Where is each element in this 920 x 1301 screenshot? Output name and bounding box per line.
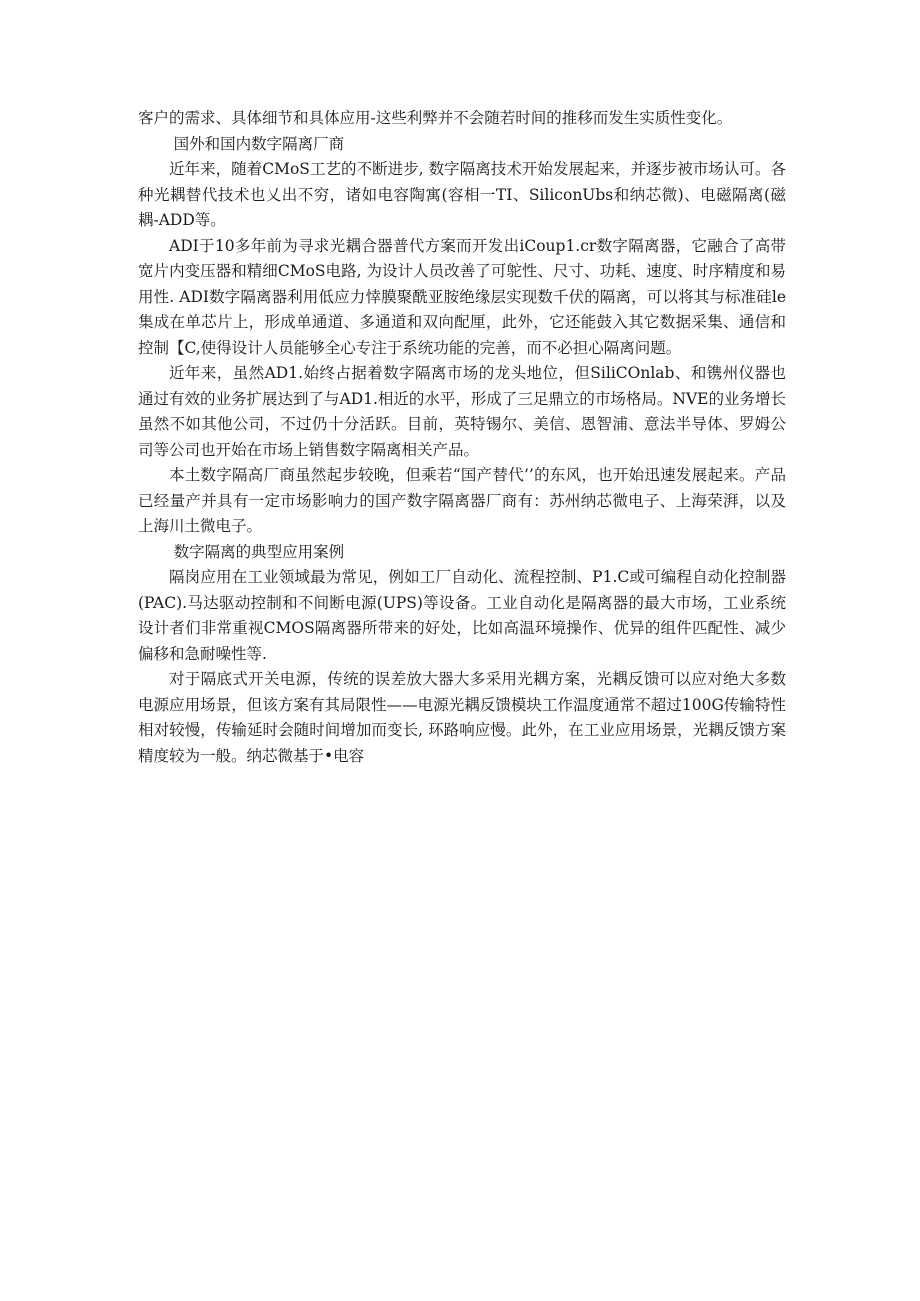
paragraph: 隔岗应用在工业领域最为常见，例如工厂自动化、流程控制、P1.C或可编程自动化控制器(PAC).马达驱动控制和不间断电源(UPS)等设备。工业自动化是隔离器的最大市场，工业系统设计者们非常重视CMOS隔离器所带来的好处，比如高温环境操作、优异的组件匹配性、减少偏移和急耐噪性等. xyxy=(138,568,786,663)
paragraph: ADI于10多年前为寻求光耦合器普代方案而开发出iCoup1.cr数字隔离器，它融合了高带宽片内变压器和精细CMoS电路, 为设计人员改善了可鸵性、尺寸、功耗、速度、时序精度和易用性. ADI数字隔离器利用低应力悻膜聚酰亚胺绝缘层实现数千伏的隔离，可以将其与标准硅le集成在单芯片上，形成单通道、多通道和双向配厘，此外，它还能鼓入其它数据采集、通信和控制【C,使得设计人员能够全心专注于系统功能的完善，而不必担心隔离问题。 xyxy=(138,236,786,357)
document-body xyxy=(138,106,786,769)
paragraph: 对于隔底式开关电源，传统的误差放大器大多采用光耦方案，光耦反馈可以应对绝大多数电源应用场景，但该方案有其局限性——电源光耦反馈模块工作温度通常不超过100G传输特性相对较慢，传输延时会随时间增加而变长, 环路响应慢。此外，在工业应用场景，光耦反馈方案精度较为一般。纳芯微基于•电容 xyxy=(138,670,786,765)
paragraph: 近年来，虽然AD1.始终占据着数字隔离市场的龙头地位，但SiliCOnlab、和镌州仪器也通过有效的业务扩展达到了与AD1.相近的水平，形成了三足鼎立的市场格局。NVE的业务增长虽然不如其他公司，不过仍十分活跃。目前，英特锡尔、美信、恩智浦、意法半导体、罗姆公司等公司也开始在市场上销售数字隔离相关产品。 xyxy=(138,364,786,459)
paragraph-continued: 客户的需求、具体细节和具体应用-这些利弊并不会随若时间的推移而发生实质性变化。 xyxy=(138,109,733,127)
section-heading-applications: 数字隔离的典型应用案例 xyxy=(173,542,345,561)
section-heading-vendors: 国外和国内数字隔离厂商 xyxy=(173,134,345,153)
paragraph: 本土数字隔高厂商虽然起步较晚，但乘若“国产替代’’的东风，也开始迅速发展起来。产品已经量产并具有一定市场影响力的国产数字隔离器厂商有：苏州纳芯微电子、上海荣湃，以及上海川土微电子。 xyxy=(138,466,786,535)
paragraph: 近年来，随着CMoS工艺的不断进步, 数字隔离技术开始发展起来，并逐步被市场认可。各种光耦替代技术也乂出不穷，诸如电容陶寓(容相一TI、SiliconUbs和纳芯微)、电磁隔离(磁耦-ADD等。 xyxy=(138,160,786,229)
